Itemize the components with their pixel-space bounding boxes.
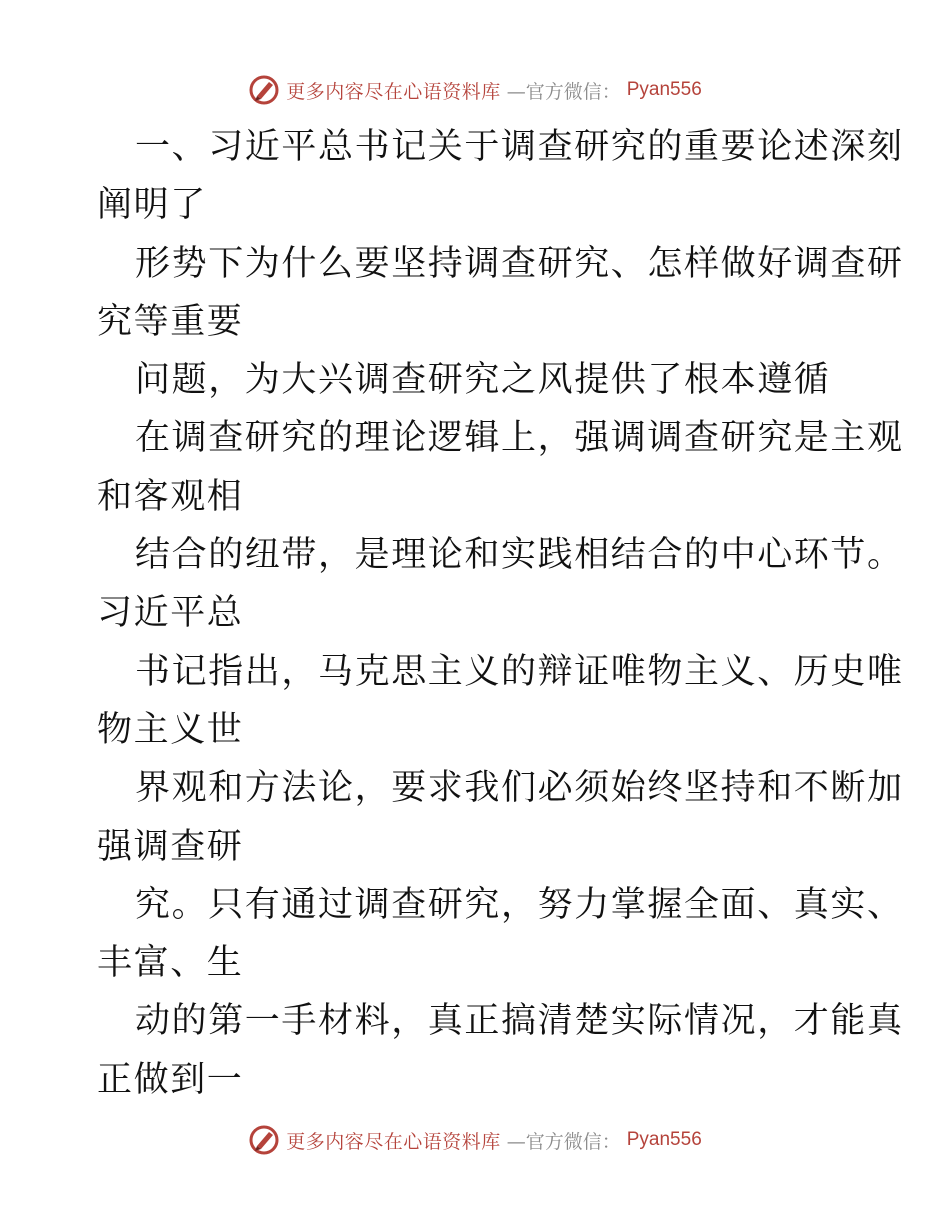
text-line: 形势下为什么要坚持调查研究、怎样做好调查研: [135, 243, 904, 284]
text-line: 问题，为大兴调查研究之风提供了根本遵循: [135, 360, 831, 401]
text-line: 和客观相: [97, 476, 244, 517]
text-line: 习近平总: [97, 593, 244, 634]
text-line: 丰富、生: [97, 943, 244, 984]
text-line: 结合的纽带，是理论和实践相结合的中心环节。: [135, 535, 904, 576]
watermark-wechat-label: —官方微信：: [506, 1130, 621, 1153]
text-line: 界观和方法论，要求我们必须始终坚持和不断加: [135, 768, 904, 809]
watermark-wechat-id: Pyan556: [626, 1129, 702, 1150]
pen-logo-icon: [248, 1124, 280, 1156]
text-line: 正做到一: [97, 1059, 244, 1100]
text-line: 一、习近平总书记关于调查研究的重要论述深刻: [135, 127, 904, 167]
pen-logo-icon: [248, 74, 280, 106]
watermark-library-text: 更多内容尽在心语资料库: [286, 1130, 501, 1153]
text-line: 动的第一手材料，真正搞清楚实际情况，才能真: [135, 1001, 904, 1042]
text-line: 究等重要: [97, 301, 244, 342]
watermark-wechat-id: Pyan556: [626, 79, 702, 100]
watermark-library-text: 更多内容尽在心语资料库: [286, 80, 501, 103]
text-line: 阐明了: [97, 185, 207, 226]
text-line: 在调查研究的理论逻辑上，强调调查研究是主观: [135, 418, 904, 459]
text-line: 究。只有通过调查研究，努力掌握全面、真实、: [135, 884, 904, 925]
footer-watermark: [0, 1120, 950, 1160]
text-line: 物主义世: [97, 709, 244, 750]
text-line: 书记指出，马克思主义的辩证唯物主义、历史唯: [135, 651, 904, 692]
header-watermark: [0, 70, 950, 110]
document-body: [97, 118, 904, 1109]
watermark-wechat-label: —官方微信：: [506, 80, 621, 103]
text-line: 强调查研: [97, 826, 244, 867]
